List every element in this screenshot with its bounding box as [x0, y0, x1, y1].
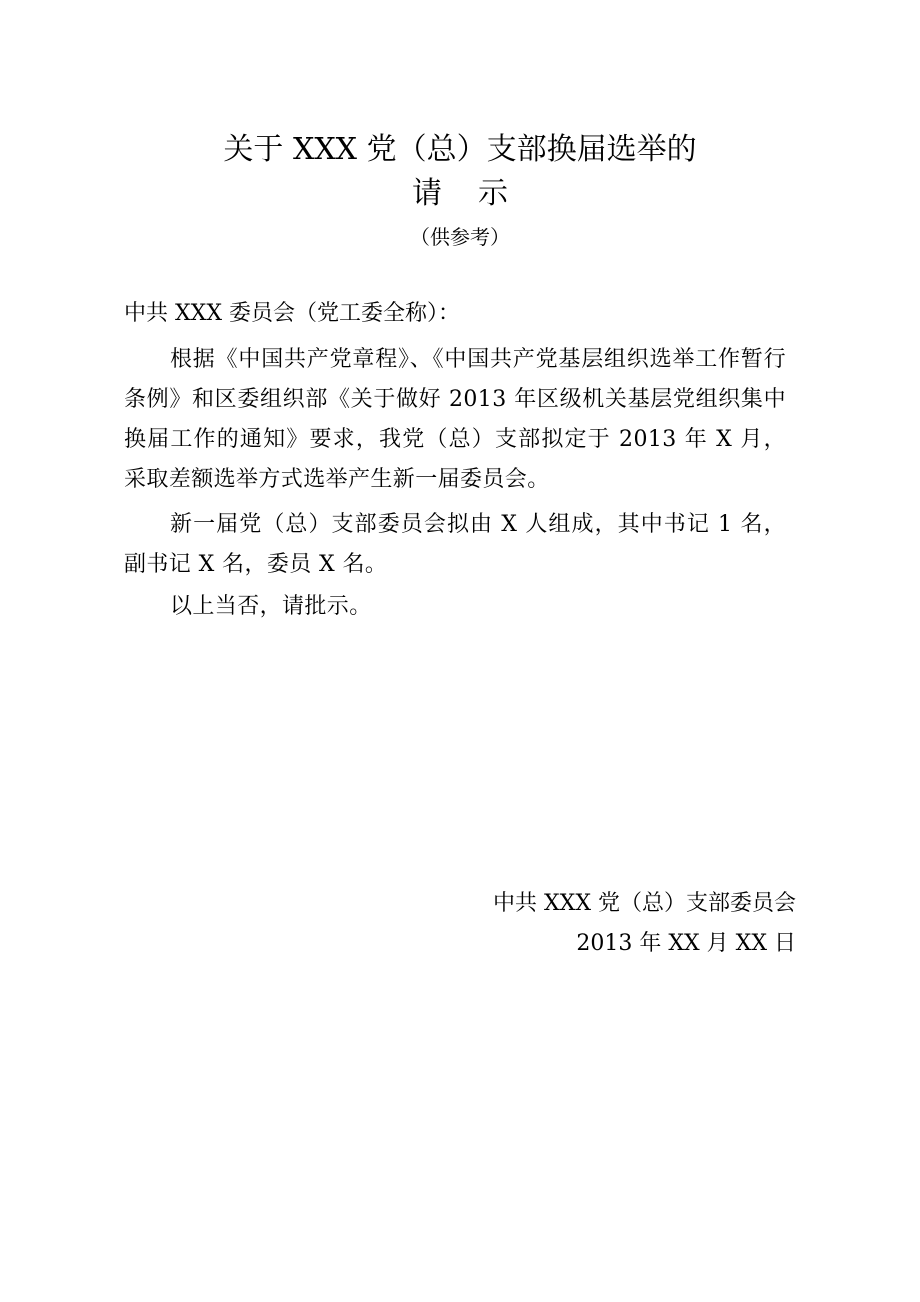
document-title-line-1: 关于 XXX 党（总）支部换届选举的 [223, 132, 697, 167]
body-paragraph-2: 新一届党（总）支部委员会拟由 X 人组成，其中书记 1 名，副书记 X 名，委员 X 名。 [124, 512, 786, 577]
body-paragraph-1: 根据《中国共产党章程》、《中国共产党基层组织选举工作暂行条例》和区委组织部《关于做好 2013 年区级机关基层党组织集中换届工作的通知》要求，我党（总）支部拟定于 2013 年 X 月，采取差额选举方式选举产生新一届委员会。 [124, 347, 786, 492]
signature-organization: 中共 XXX 党（总）支部委员会 [493, 891, 796, 916]
recipient-line: 中共 XXX 委员会（党工委全称）： [124, 301, 460, 326]
body-paragraph-3: 以上当否，请批示。 [170, 594, 372, 619]
document-subtitle: （供参考） [410, 225, 510, 249]
document-title-line-2: 请示 [412, 176, 544, 211]
signature-block [493, 884, 796, 964]
signature-date: 2013 年 XX 月 XX 日 [576, 931, 796, 956]
